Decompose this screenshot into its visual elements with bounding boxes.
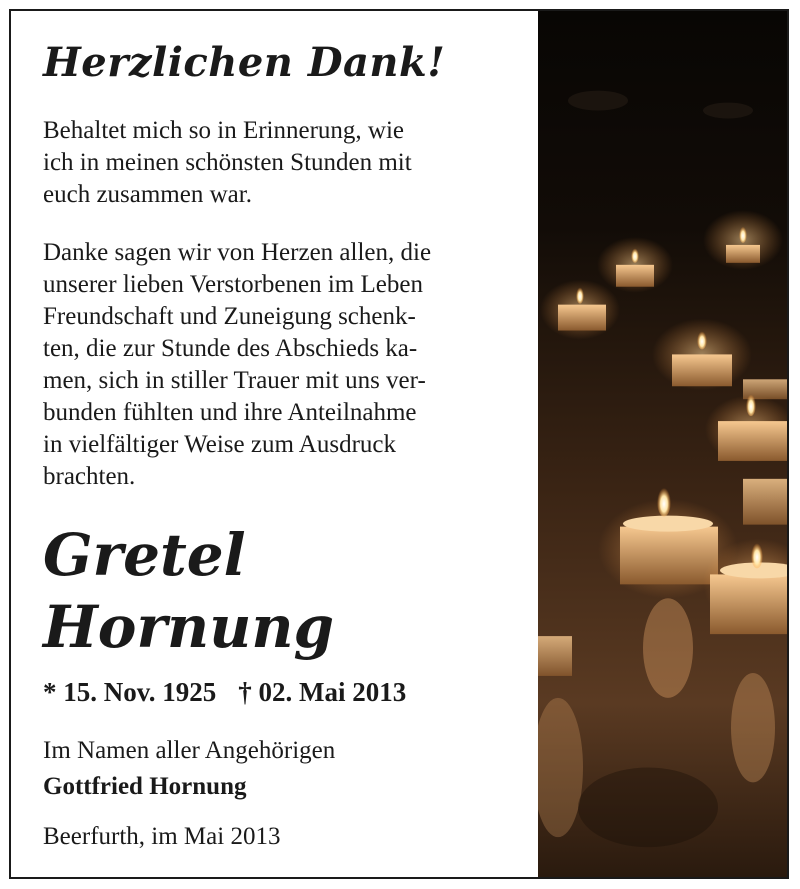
- thanks-line: ten, die zur Stunde des Abschieds ka-: [43, 335, 418, 362]
- thanks-line: unserer lieben Verstorbenen im Leben: [43, 271, 423, 298]
- candle-photo: [538, 11, 789, 877]
- thanks-line: bunden fühlten und ihre Anteilnahme: [43, 399, 417, 426]
- obituary-notice: [9, 9, 789, 879]
- signer-name: Gottfried Hornung: [43, 773, 247, 800]
- thanks-line: Danke sagen wir von Herzen allen, die: [43, 239, 432, 266]
- first-name: Gretel: [43, 521, 246, 589]
- thanks-line: brachten.: [43, 463, 136, 490]
- death-date: † 02. Mai 2013: [238, 677, 407, 707]
- thanks-line: men, sich in stiller Trauer mit uns ver-: [43, 367, 426, 394]
- candle-photo-image: [538, 11, 789, 877]
- relatives-intro: Im Namen aller Angehörigen: [43, 737, 336, 764]
- life-dates: [43, 677, 406, 708]
- quote-line: euch zusammen war.: [43, 181, 252, 208]
- deceased-name: [43, 519, 334, 663]
- birth-date: * 15. Nov. 1925: [43, 677, 217, 707]
- quote-line: ich in meinen schönsten Stunden mit: [43, 149, 412, 176]
- heading: Herzlichen Dank!: [43, 39, 446, 86]
- thanks-paragraph: [43, 237, 513, 493]
- place-date: Beerfurth, im Mai 2013: [43, 823, 281, 850]
- relatives-block: [43, 733, 335, 805]
- text-column: [43, 11, 533, 877]
- quote-paragraph: [43, 115, 513, 211]
- thanks-line: Freundschaft und Zuneigung schenk-: [43, 303, 416, 330]
- quote-line: Behaltet mich so in Erinnerung, wie: [43, 117, 405, 144]
- thanks-line: in vielfältiger Weise zum Ausdruck: [43, 431, 396, 458]
- last-name: Hornung: [43, 593, 335, 661]
